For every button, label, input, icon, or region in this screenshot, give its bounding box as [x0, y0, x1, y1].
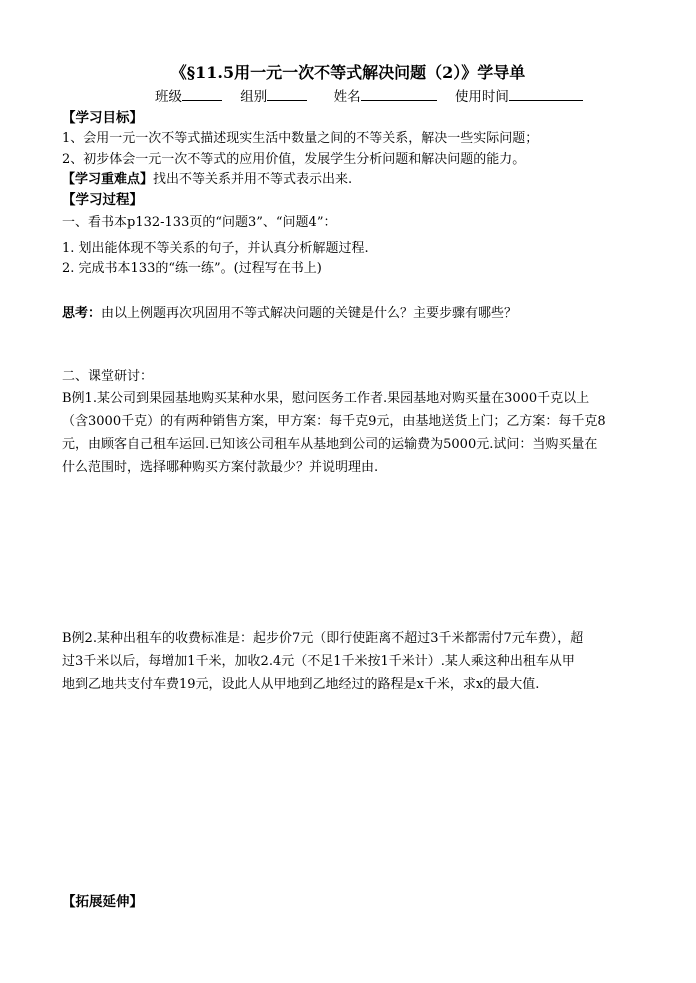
example2-line-3: 地到乙地共支付车费19元，设此人从甲地到乙地经过的路程是x千米，求x的最大值.	[62, 677, 540, 692]
example2-line-1: B例2.某种出租车的收费标准是：起步价7元（即行使距离不超过3千米都需付7元车费），超	[62, 631, 584, 646]
goal-item-1: 1、会用一元一次不等式描述现实生活中数量之间的不等关系，解决一些实际问题；	[62, 131, 539, 146]
extension-heading: 【拓展延伸】	[62, 894, 143, 910]
student-info-row	[155, 86, 597, 106]
example1-line-2: （含3000千克）的有两种销售方案，甲方案：每千克9元，由基地送货上门；乙方案：每千克8	[62, 414, 606, 429]
think-label: 思考：	[62, 306, 102, 321]
example1-line-1: B例1.某公司到果园基地购买某种水果，慰问医务工作者.果园基地对购买量在3000千克以上	[62, 391, 590, 406]
time-label: 使用时间	[454, 89, 509, 105]
class-label: 班级	[155, 89, 182, 105]
example1-line-3: 元，由顾客自己租车运回.已知该公司租车从基地到公司的运输费为5000元.试问：当购买量在	[62, 437, 598, 452]
goal-item-2: 2、初步体会一元一次不等式的应用价值，发展学生分析问题和解决问题的能力。	[62, 152, 526, 167]
part1-item-2: 2. 完成书本133的“练一练”。(过程写在书上)	[62, 261, 322, 276]
key-points-heading: 【学习重难点】	[62, 172, 154, 187]
example1-line-4: 什么范围时，选择哪种购买方案付款最少？并说明理由.	[62, 460, 379, 475]
group-blank	[267, 86, 307, 101]
key-points-row	[62, 171, 352, 189]
part2-title: 二、课堂研讨：	[62, 369, 154, 384]
part1-item-1: 1. 划出能体现不等关系的句子，并认真分析解题过程.	[62, 241, 369, 256]
key-points-text: 找出不等关系并用不等式表示出来.	[153, 172, 353, 187]
group-label: 组别	[240, 89, 268, 105]
part1-title: 一、看书本p132-133页的“问题3”、“问题4”：	[62, 215, 337, 230]
page-title: 《§11.5用一元一次不等式解决问题（2）》学导单	[170, 63, 526, 82]
think-text: 由以上例题再次巩固用不等式解决问题的关键是什么？主要步骤有哪些？	[101, 306, 518, 321]
class-blank	[182, 86, 222, 101]
time-blank	[509, 86, 583, 101]
process-heading: 【学习过程】	[62, 192, 143, 208]
name-label: 姓名	[333, 89, 361, 105]
goals-heading: 【学习目标】	[62, 110, 143, 126]
example2-line-2: 过3千米以后，每增加1千米，加收2.4元（不足1千米按1千米计）.某人乘这种出租车从甲	[62, 654, 575, 669]
think-row	[62, 305, 517, 323]
name-blank	[361, 86, 437, 101]
